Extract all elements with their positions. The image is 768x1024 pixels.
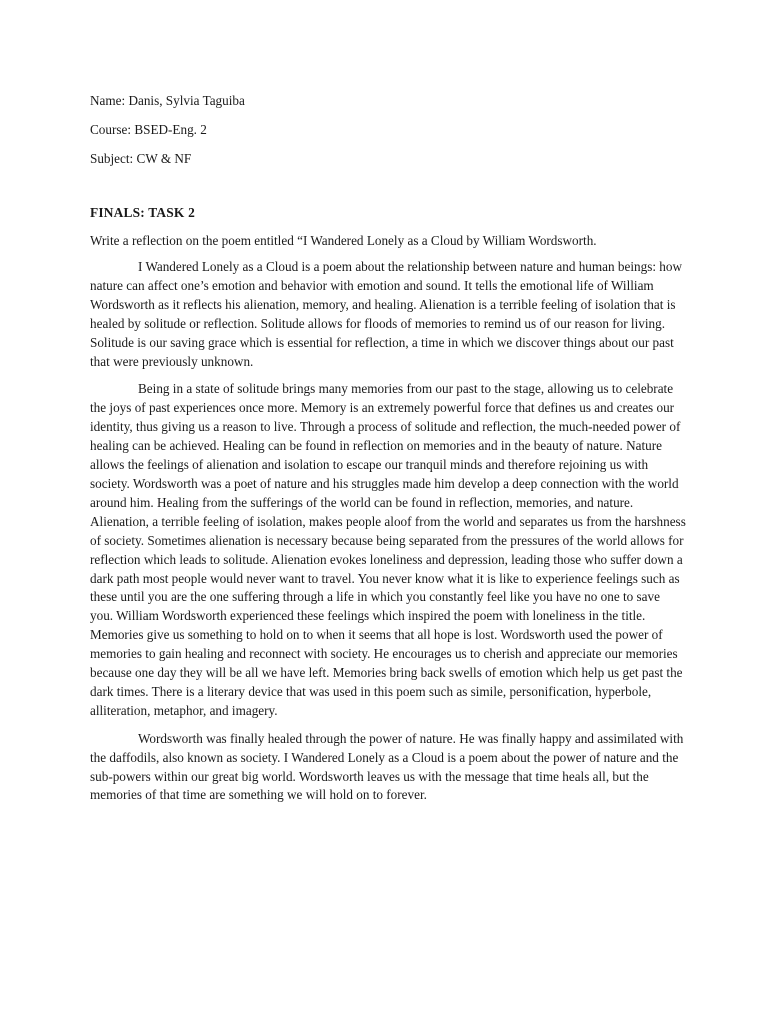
task-heading: FINALS: TASK 2 xyxy=(90,205,195,220)
student-name-line: Name: Danis, Sylvia Taguiba xyxy=(90,93,245,108)
paragraph-conclusion: Wordsworth was finally healed through the power of nature. He was finally happy and assimilated with the daffodils, also known as society. I Wandered Lonely as a Cloud is a poem about the power of nature and the sub-powers within our great big world. Wordsworth leaves us with the message that time heals all, but the memories of that time are something we will hold on to forever. xyxy=(90,730,684,803)
subject-line: Subject: CW & NF xyxy=(90,151,192,166)
paragraph-solitude-memory: Being in a state of solitude brings many memories from our past to the stage, allowing us to celebrate the joys of past experiences once more. Memory is an extremely powerful force that defines us and creates our identity, thus giving us a reason to live. Through a process of solitude and reflection, the much-needed power of healing can be achieved. Healing can be found in reflection on memories and in the beauty of nature. Nature allows the feelings of alienation and isolation to escape our tranquil minds and therefore rejoining us with society. Wordsworth was a poet of nature and his struggles made him develop a deep connection with the world around him. Healing from the sufferings of the world can be found in reflection, memories, and nature. Alienation, a terrible feeling of isolation, makes people aloof from the world and separates us from the harshness of society. Sometimes alienation is necessary because being separated from the pressures of the world allows for reflection which leads to solitude. Alienation evokes loneliness and depression, leading those who suffer down a dark path most people would never want to travel. You never know what it is like to experience feelings such as these until you are the one suffering through a life in which you constantly feel like you have no one to save you. William Wordsworth experienced these feelings which inspired the poem with loneliness in the title. Memories give us something to hold on to when it seems that all hope is lost. Wordsworth used the power of memories to gain healing and reconnect with society. He encourages us to cherish and appreciate our memories because one day they will be all we have left. Memories bring back swells of emotion which help us get past the dark times. There is a literary device that was used in this poem such as simile, personification, hyperbole, alliteration, metaphor, and imagery. xyxy=(90,381,686,718)
task-prompt: Write a reflection on the poem entitled “I Wandered Lonely as a Cloud by William Wordsworth. xyxy=(90,233,597,248)
paragraph-intro: I Wandered Lonely as a Cloud is a poem about the relationship between nature and human beings: how nature can affect one’s emotion and behavior with emotion and sound. It tells the emotional life of William Wordsworth as it reflects his alienation, memory, and healing. Alienation is a terrible feeling of isolation that is healed by solitude or reflection. Solitude allows for floods of memories to remind us of our reason for living. Solitude is our saving grace which is essential for reflection, a time in which we discover things about our past that were previously unknown. xyxy=(90,259,682,369)
course-line: Course: BSED-Eng. 2 xyxy=(90,122,207,137)
document-body xyxy=(90,92,686,805)
